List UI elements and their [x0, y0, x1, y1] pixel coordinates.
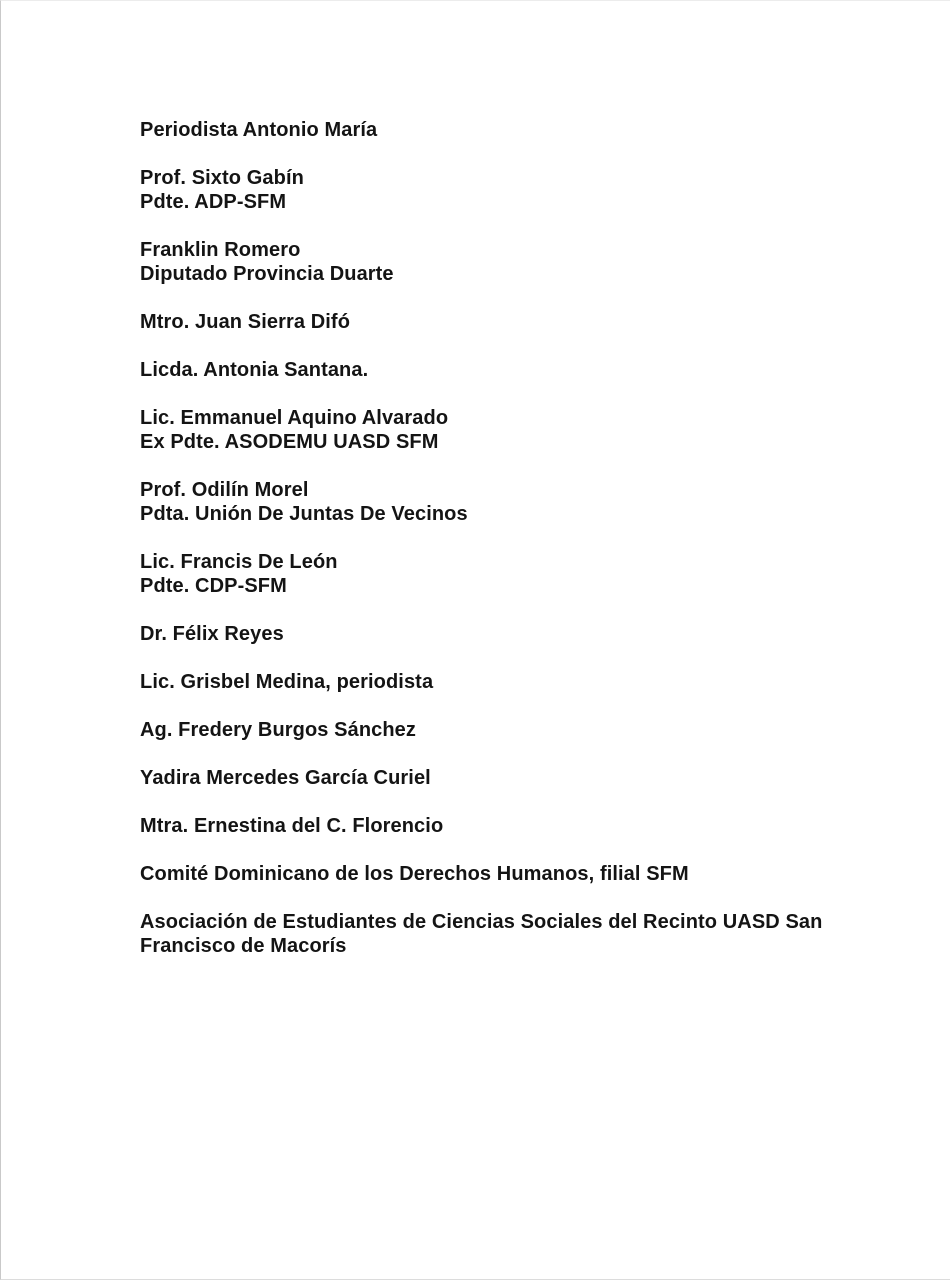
entry-line: Diputado Provincia Duarte — [140, 263, 394, 285]
list-entry — [140, 118, 910, 142]
list-entry — [140, 406, 910, 454]
entry-line: Lic. Grisbel Medina, periodista — [140, 671, 434, 693]
entry-line: Pdte. CDP-SFM — [140, 575, 287, 597]
entry-line: Franklin Romero — [140, 239, 301, 261]
entry-line: Dr. Félix Reyes — [140, 623, 284, 645]
entry-line: Prof. Sixto Gabín — [140, 167, 304, 189]
list-entry — [140, 718, 910, 742]
list-entry — [140, 862, 910, 886]
entry-line: Ex Pdte. ASODEMU UASD SFM — [140, 431, 439, 453]
entry-line: Prof. Odilín Morel — [140, 479, 309, 501]
list-entry — [140, 478, 910, 526]
entry-line: Licda. Antonia Santana. — [140, 359, 369, 381]
entry-line: Mtro. Juan Sierra Difó — [140, 311, 351, 333]
list-entry — [140, 166, 910, 214]
entry-line: Lic. Francis De León — [140, 551, 338, 573]
entry-line: Pdta. Unión De Juntas De Vecinos — [140, 503, 468, 525]
entry-line: Comité Dominicano de los Derechos Humanos, filial SFM — [140, 863, 689, 885]
list-entry — [140, 766, 910, 790]
entry-line: Lic. Emmanuel Aquino Alvarado — [140, 407, 449, 429]
entry-line: Asociación de Estudiantes de Ciencias Sociales del Recinto UASD San — [140, 911, 823, 933]
list-entry — [140, 814, 910, 838]
list-entry — [140, 622, 910, 646]
list-entry — [140, 238, 910, 286]
list-entry — [140, 550, 910, 598]
list-entry — [140, 670, 910, 694]
signatories-list — [140, 118, 910, 982]
entry-line: Ag. Fredery Burgos Sánchez — [140, 719, 416, 741]
entry-line: Francisco de Macorís — [140, 935, 347, 957]
entry-line: Yadira Mercedes García Curiel — [140, 767, 431, 789]
list-entry — [140, 310, 910, 334]
entry-line: Pdte. ADP-SFM — [140, 191, 287, 213]
list-entry — [140, 910, 910, 958]
list-entry — [140, 358, 910, 382]
entry-line: Mtra. Ernestina del C. Florencio — [140, 815, 444, 837]
entry-line: Periodista Antonio María — [140, 119, 378, 141]
